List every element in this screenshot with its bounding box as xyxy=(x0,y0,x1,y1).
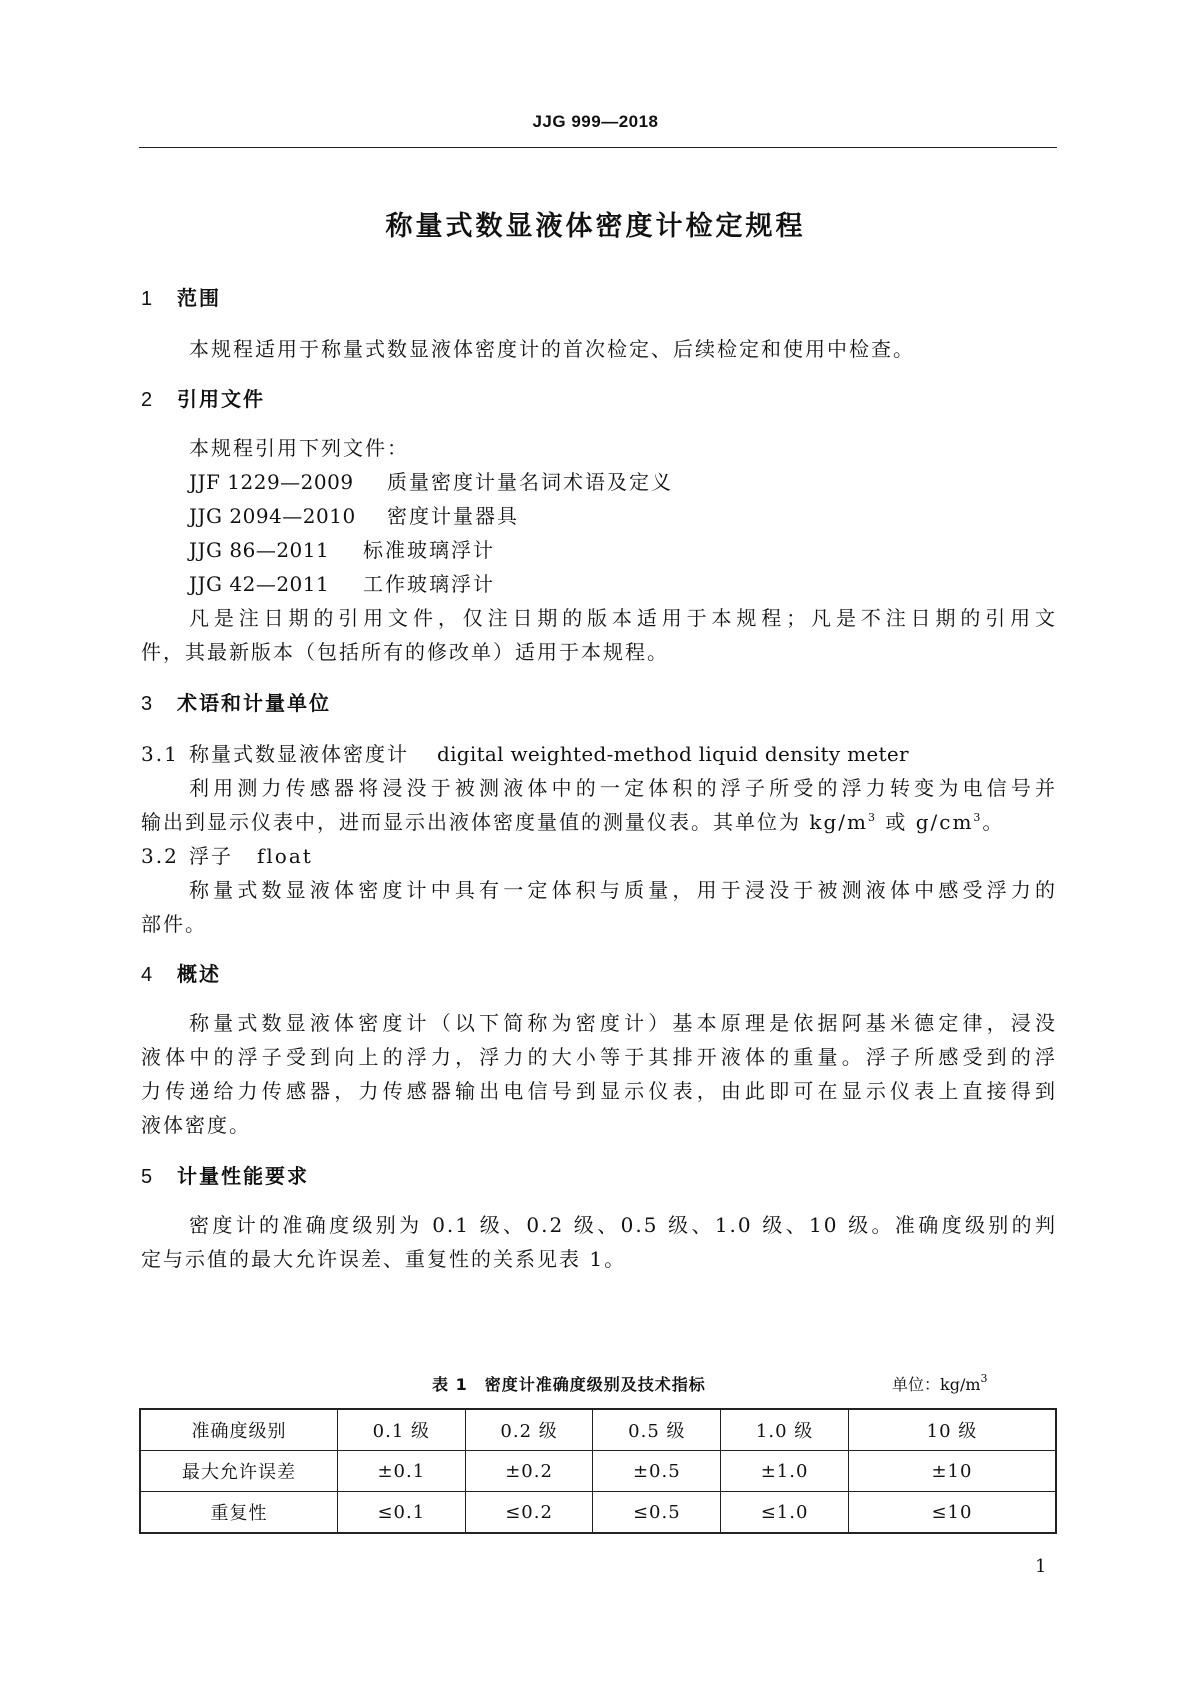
term-chinese: 浮子 xyxy=(189,844,233,868)
reference-name: 标准玻璃浮计 xyxy=(363,538,495,562)
page-number: 1 xyxy=(1035,1556,1047,1577)
reference-item xyxy=(189,534,495,563)
accuracy-class-table xyxy=(139,1408,1057,1534)
running-header: JJG 999—2018 xyxy=(532,112,659,131)
term-3-2-definition-line-2: 部件。 xyxy=(141,912,207,936)
table-cell: ±0.2 xyxy=(465,1451,593,1492)
term-number: 3.2 xyxy=(141,844,179,868)
section-4-line-1: 称量式数显液体密度计（以下简称为密度计）基本原理是依据阿基米德定律，浸没 xyxy=(189,1011,1057,1035)
section-3-heading xyxy=(141,687,331,716)
section-4-heading xyxy=(141,958,221,987)
reference-code: JJF 1229—2009 xyxy=(189,470,354,494)
section-title: 概述 xyxy=(177,962,221,986)
table-cell: 0.5 级 xyxy=(593,1409,721,1451)
section-number: 5 xyxy=(141,1166,155,1188)
table-unit-label xyxy=(892,1372,988,1395)
section-number: 3 xyxy=(141,693,155,715)
term-english: digital weighted-method liquid density meter xyxy=(437,742,909,766)
section-2-note-line-2: 件，其最新版本（包括所有的修改单）适用于本规程。 xyxy=(141,640,669,664)
table-cell: ≤0.5 xyxy=(593,1492,721,1534)
term-3-1-definition-line-2 xyxy=(141,806,1004,835)
reference-name: 工作玻璃浮计 xyxy=(363,572,495,596)
section-title: 范围 xyxy=(177,286,221,310)
reference-code: JJG 2094—2010 xyxy=(189,504,356,528)
table-cell: ≤1.0 xyxy=(721,1492,849,1534)
unit-superscript: 3 xyxy=(867,811,877,824)
section-1-heading xyxy=(141,282,221,311)
table-cell: 1.0 级 xyxy=(721,1409,849,1451)
section-2-intro: 本规程引用下列文件： xyxy=(189,436,409,460)
definition-text: 或 g/cm xyxy=(876,810,974,834)
section-title: 计量性能要求 xyxy=(177,1164,309,1188)
table-cell: 准确度级别 xyxy=(140,1409,337,1451)
section-number: 2 xyxy=(141,389,155,411)
table-cell: 0.1 级 xyxy=(337,1409,465,1451)
table-cell: ±0.5 xyxy=(593,1451,721,1492)
section-2-heading xyxy=(141,383,265,412)
table-row xyxy=(140,1409,1056,1451)
header-rule xyxy=(139,147,1057,148)
section-4-line-2: 液体中的浮子受到向上的浮力，浮力的大小等于其排开液体的重量。浮子所感受到的浮 xyxy=(141,1045,1057,1069)
table-cell: ≤0.2 xyxy=(465,1492,593,1534)
table-cell: 重复性 xyxy=(140,1492,337,1534)
definition-text: 输出到显示仪表中，进而显示出液体密度量值的测量仪表。其单位为 kg/m xyxy=(141,810,868,834)
reference-item xyxy=(189,568,495,597)
definition-text: 。 xyxy=(982,810,1005,834)
reference-item xyxy=(189,500,519,529)
section-title: 术语和计量单位 xyxy=(177,691,331,715)
section-number: 1 xyxy=(141,288,155,310)
section-4-line-3: 力传递给力传感器，力传感器输出电信号到显示仪表，由此即可在显示仪表上直接得到 xyxy=(141,1079,1057,1103)
section-5-heading xyxy=(141,1160,309,1189)
term-chinese: 称量式数显液体密度计 xyxy=(189,742,409,766)
reference-name: 质量密度计量名词术语及定义 xyxy=(387,470,673,494)
table-cell: ±0.1 xyxy=(337,1451,465,1492)
table-cell: 最大允许误差 xyxy=(140,1451,337,1492)
section-1-body: 本规程适用于称量式数显液体密度计的首次检定、后续检定和使用中检查。 xyxy=(189,337,915,361)
reference-code: JJG 42—2011 xyxy=(189,572,330,596)
table-cell: 0.2 级 xyxy=(465,1409,593,1451)
reference-item xyxy=(189,466,673,495)
term-number: 3.1 xyxy=(141,742,179,766)
section-4-line-4: 液体密度。 xyxy=(141,1113,251,1137)
term-3-2-heading xyxy=(141,840,313,869)
section-2-note-line-1: 凡是注日期的引用文件，仅注日期的版本适用于本规程；凡是不注日期的引用文 xyxy=(189,606,1057,630)
section-title: 引用文件 xyxy=(177,387,265,411)
reference-code: JJG 86—2011 xyxy=(189,538,330,562)
term-3-1-heading xyxy=(141,738,909,767)
table-cell: ±1.0 xyxy=(721,1451,849,1492)
unit-superscript: 3 xyxy=(980,1372,988,1385)
section-5-line-1: 密度计的准确度级别为 0.1 级、0.2 级、0.5 级、1.0 级、10 级。准确度级别的判 xyxy=(189,1213,1057,1237)
table-row xyxy=(140,1492,1056,1534)
table-row xyxy=(140,1451,1056,1492)
document-title: 称量式数显液体密度计检定规程 xyxy=(385,211,806,242)
table-cell: ±10 xyxy=(848,1451,1056,1492)
unit-text: 单位：kg/m xyxy=(892,1375,981,1394)
table-caption: 表 1 密度计准确度级别及技术指标 xyxy=(432,1375,706,1394)
section-5-line-2: 定与示值的最大允许误差、重复性的关系见表 1。 xyxy=(141,1247,627,1271)
table-cell: ≤10 xyxy=(848,1492,1056,1534)
term-english: float xyxy=(257,844,313,868)
table-cell: ≤0.1 xyxy=(337,1492,465,1534)
section-number: 4 xyxy=(141,964,155,986)
reference-name: 密度计量器具 xyxy=(387,504,519,528)
term-3-2-definition-line-1: 称量式数显液体密度计中具有一定体积与质量，用于浸没于被测液体中感受浮力的 xyxy=(189,878,1057,902)
term-3-1-definition-line-1: 利用测力传感器将浸没于被测液体中的一定体积的浮子所受的浮力转变为电信号并 xyxy=(189,776,1057,800)
table-cell: 10 级 xyxy=(848,1409,1056,1451)
unit-superscript: 3 xyxy=(973,811,983,824)
